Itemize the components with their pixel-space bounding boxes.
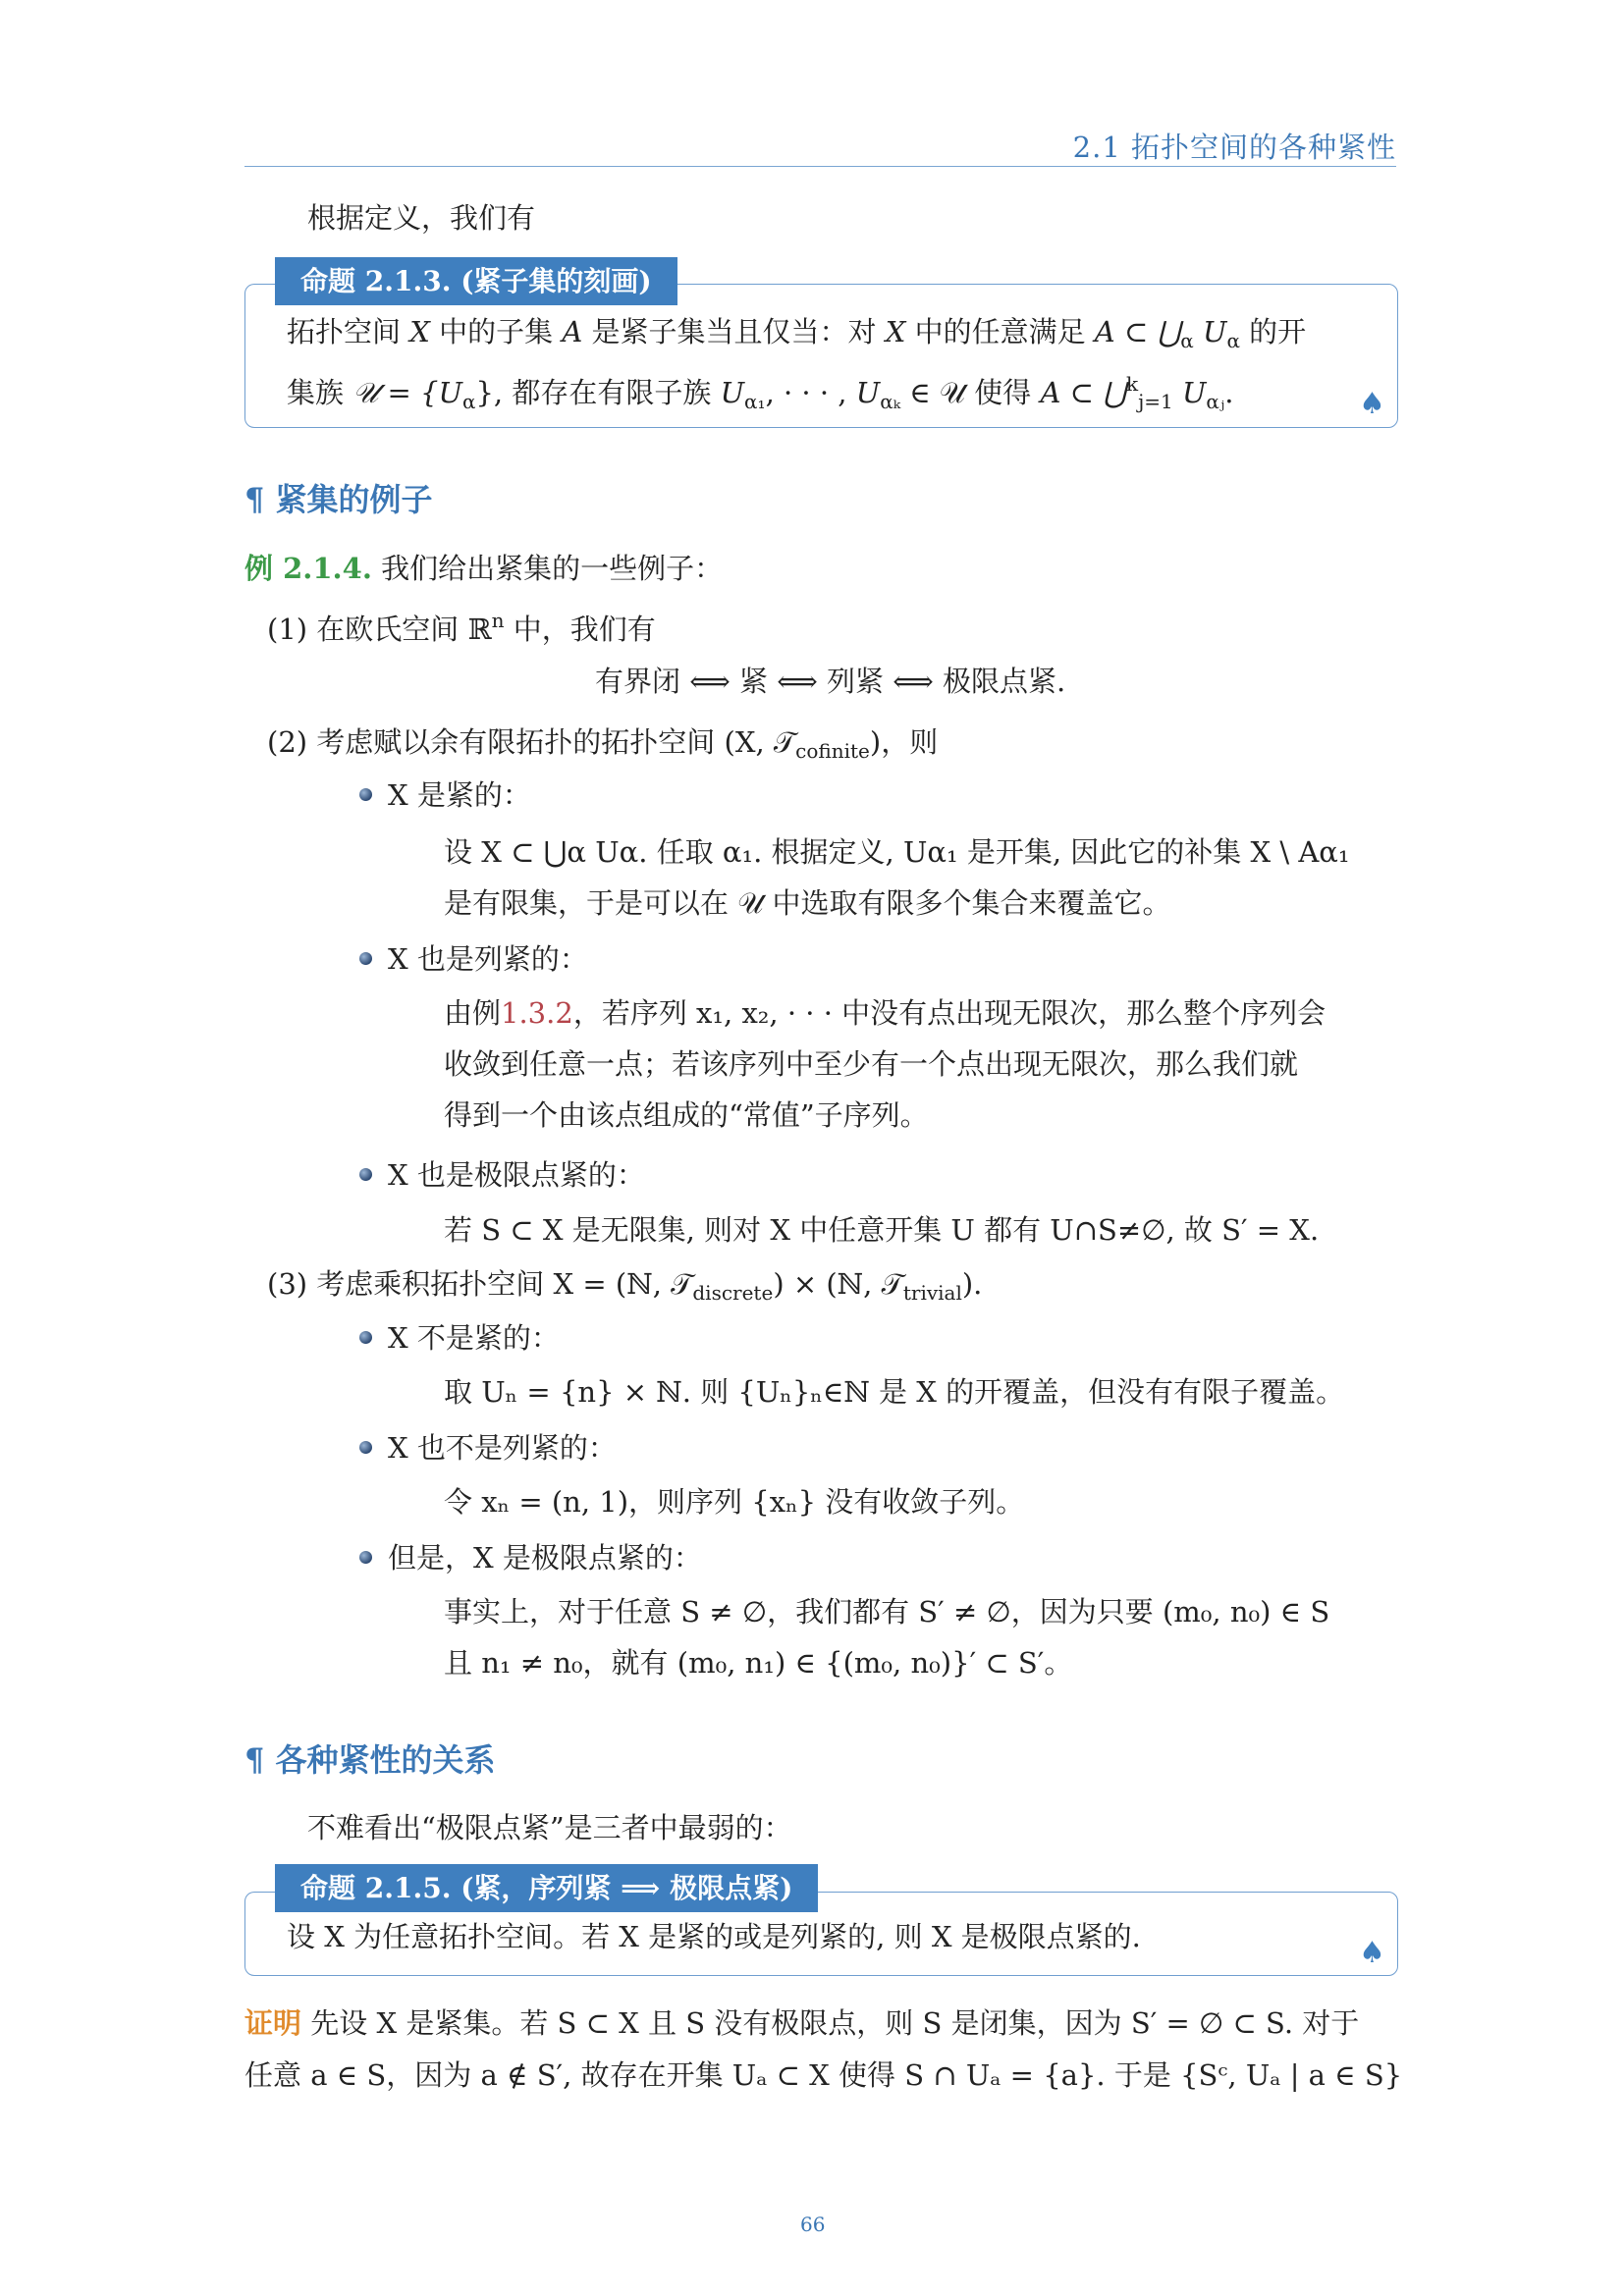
example-item-2: (2) 考虑赋以余有限拓扑的拓扑空间 (X, 𝒯$_{cofinite}$)，则 [267,725,939,763]
bullet-compact-title: X 是紧的： [388,778,531,812]
proof-line-1: 证明 先设 X 是紧集。若 S ⊂ X 且 S 没有极限点，则 S 是闭集，因为 S′ = ∅ ⊂ S. 对于 [244,2006,1360,2040]
proof-label: 证明 [244,2006,302,2040]
proposition-label-2-1-5: 命题 2.1.5. (紧，序列紧 ⟹ 极限点紧) [275,1864,818,1912]
proposition-line-2: 集族 𝒰 = $\{U_\alpha\}$, 都存在有限子族 $U_{\alpha_1}$, · · · , $U_{\alpha_k}$ ∈ 𝒰 使得 A ⊂ ⋃$^k_{j=1}$ $U_{\alpha ⱼ}$. [287,372,1234,413]
bullet-sequential-title: X 也是列紧的： [388,942,588,976]
bullet-but-limitpoint-title: 但是，X 是极限点紧的： [388,1541,702,1575]
section-heading-examples: ¶ 紧集的例子 [244,481,433,518]
bullet-icon [359,1168,372,1181]
bullet-compact-line-2: 是有限集，于是可以在 𝒰 中选取有限多个集合来覆盖它。 [444,886,1171,920]
bullet-not-sequential-line-1: 令 xₙ = (n, 1)，则序列 {xₙ} 没有收敛子列。 [444,1485,1025,1519]
bullet-icon [359,1331,372,1344]
bullet-icon [359,1441,372,1454]
bullet-limitpoint-title: X 也是极限点紧的： [388,1158,645,1192]
bullet-but-limitpoint-line-2: 且 n₁ ≠ n₀，就有 (m₀, n₁) ∈ {(m₀, n₀)}′ ⊂ S′。 [444,1646,1073,1680]
example-item-1: (1) 在欧氏空间 ℝ$^n$ 中，我们有 [267,609,656,646]
bullet-icon [359,788,372,801]
spade-icon: ♠ [1359,387,1385,421]
bullet-icon [359,1551,372,1564]
spade-icon: ♠ [1359,1936,1385,1970]
bullet-not-compact-line-1: 取 Uₙ = {n} × ℕ. 则 {Uₙ}ₙ∈ℕ 是 X 的开覆盖，但没有有限子覆盖。 [444,1375,1345,1409]
bullet-but-limitpoint-line-1: 事实上，对于任意 S ≠ ∅，我们都有 S′ ≠ ∅，因为只要 (m₀, n₀) ∈ S [444,1595,1330,1629]
header-rule [244,166,1396,167]
equivalence-line: 有界闭 ⟺ 紧 ⟺ 列紧 ⟺ 极限点紧. [595,665,1066,698]
bullet-sequential-line-1: 由例1.3.2，若序列 x₁, x₂, · · · 中没有点出现无限次，那么整个序列会 [444,996,1326,1030]
example-intro: 例 2.1.4. 我们给出紧集的一些例子： [244,552,724,585]
page-number: 66 [800,2213,826,2236]
proposition-2-1-5-text: 设 X 为任意拓扑空间。若 X 是紧的或是列紧的, 则 X 是极限点紧的. [287,1920,1141,1953]
proposition-line-1: 拓扑空间 X 中的子集 A 是紧子集当且仅当：对 X 中的任意满足 A ⊂ $⋃_\alpha$ $U_\alpha$ 的开 [287,315,1307,352]
bullet-sequential-line-2: 收敛到任意一点；若该序列中至少有一个点出现无限次，那么我们就 [444,1047,1299,1081]
example-label: 例 2.1.4. [244,552,372,585]
relations-intro: 不难看出“极限点紧”是三者中最弱的： [307,1811,792,1844]
running-header: 2.1 拓扑空间的各种紧性 [1072,131,1396,164]
bullet-icon [359,952,372,965]
reference-link-1-3-2[interactable]: 1.3.2 [501,996,573,1030]
proof-line-2: 任意 a ∈ S，因为 a ∉ S′, 故存在开集 Uₐ ⊂ X 使得 S ∩ Uₐ = {a}. 于是 {Sᶜ, Uₐ | a ∈ S} [244,2058,1403,2092]
example-item-3: (3) 考虑乘积拓扑空间 X = (ℕ, 𝒯$_{discrete}$) × (ℕ, 𝒯$_{trivial}$). [267,1267,983,1305]
section-heading-relations: ¶ 各种紧性的关系 [244,1741,496,1779]
bullet-compact-line-1: 设 X ⊂ ⋃α Uα. 任取 α₁. 根据定义, Uα₁ 是开集, 因此它的补集 X \ Aα₁ [444,835,1350,869]
bullet-sequential-line-3: 得到一个由该点组成的“常值”子序列。 [444,1098,929,1132]
proposition-label-2-1-3: 命题 2.1.3. (紧子集的刻画) [275,257,677,305]
bullet-not-compact-title: X 不是紧的： [388,1321,560,1355]
bullet-not-sequential-title: X 也不是列紧的： [388,1431,617,1465]
intro-text: 根据定义，我们有 [307,201,536,235]
bullet-limitpoint-line-1: 若 S ⊂ X 是无限集, 则对 X 中任意开集 U 都有 U∩S≠∅, 故 S′ = X. [444,1213,1320,1247]
